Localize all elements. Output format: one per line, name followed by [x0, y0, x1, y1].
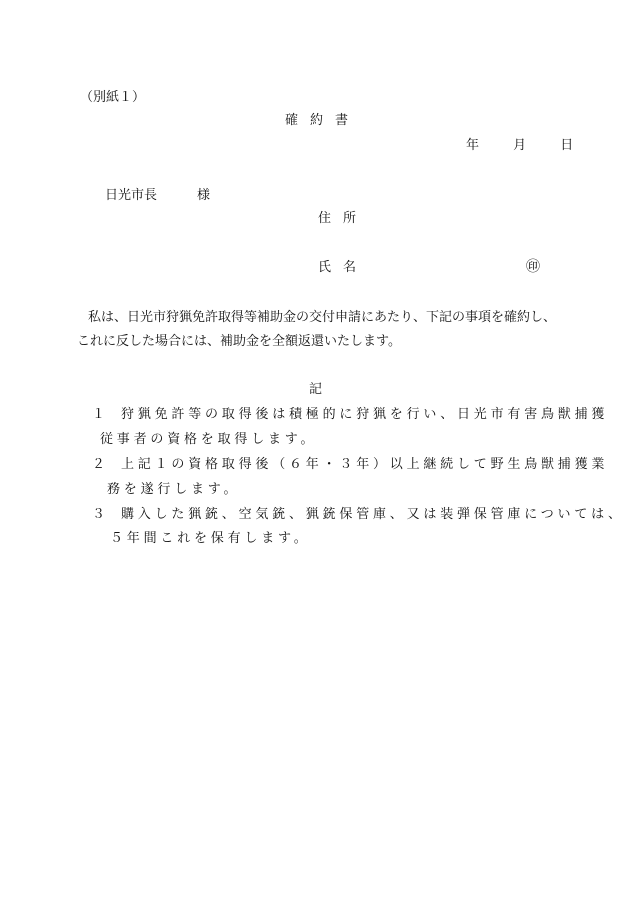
- seal-mark: ㊞: [526, 259, 540, 275]
- date-line: 年 月 日: [466, 138, 574, 153]
- body-text-line-1: 私は、日光市狩猟免許取得等補助金の交付申請にあたり、下記の事項を確約し、: [88, 310, 557, 325]
- ki-heading: 記: [309, 382, 323, 397]
- body-text-line-2: これに反した場合には、補助金を全額返還いたします。: [77, 334, 401, 349]
- item-2-line-1: 上記１の資格取得後（６年・３年）以上継続して野生鳥獣捕獲業: [121, 457, 609, 472]
- document-title: 確約書: [285, 113, 361, 128]
- item-3-line-1: 購入した猟銃、空気銃、猟銃保管庫、又は装弾保管庫については、: [121, 507, 625, 522]
- item-1-number: １: [92, 407, 106, 422]
- addressee: [105, 184, 210, 203]
- address-label: 住所: [318, 211, 369, 226]
- item-3-number: ３: [92, 507, 106, 522]
- name-label: 氏名: [318, 260, 369, 275]
- item-1-line-2: 従事者の資格を取得します。: [100, 432, 318, 447]
- item-3-line-2: ５年間これを保有します。: [110, 531, 311, 546]
- item-1-line-1: 狩猟免許等の取得後は積極的に狩猟を行い、日光市有害鳥獣捕獲: [121, 407, 609, 422]
- item-2-number: ２: [92, 457, 106, 472]
- addressee-name: 日光市長: [105, 188, 158, 203]
- item-2-line-2: 務を遂行します。: [107, 482, 241, 497]
- attachment-label: （別紙１）: [80, 90, 146, 105]
- addressee-honorific: 様: [197, 188, 211, 203]
